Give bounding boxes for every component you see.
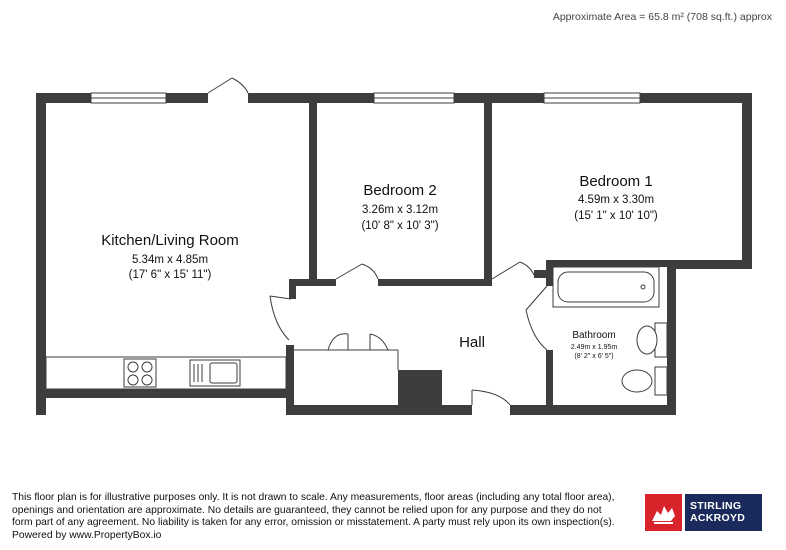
brand-line1: STIRLING xyxy=(690,500,742,512)
disclaimer-line: This floor plan is for illustrative purposes only. It is not drawn to scale. Any measurements, floor areas (including any total floor area), xyxy=(12,492,615,503)
door-bedroom1-swing xyxy=(520,262,534,275)
kitchen-fittings xyxy=(46,357,286,389)
door-balcony-swing xyxy=(232,78,248,93)
wall-bedroom2-right xyxy=(484,93,492,279)
basin xyxy=(637,326,657,354)
approximate-area-label: Approximate Area = 65.8 m² (708 sq.ft.) approx xyxy=(552,11,772,23)
wall-hall-right-stub xyxy=(534,270,548,278)
wall-bottom-hall-2 xyxy=(510,405,676,415)
stirling-ackroyd-logo xyxy=(645,494,762,531)
bedroom1-name: Bedroom 1 xyxy=(579,173,653,190)
toilet-bowl xyxy=(622,370,652,392)
kitchen-imperial: (17' 6" x 15' 11") xyxy=(128,269,212,281)
bedroom2-imperial: (10' 8" x 10' 3") xyxy=(361,220,439,232)
kitchen-metric: 5.34m x 4.85m xyxy=(131,254,209,266)
bedroom1-metric: 4.59m x 3.30m xyxy=(577,194,655,206)
door-kitchen-swing xyxy=(270,296,289,340)
disclaimer-line: form part of any agreement. No liability is taken for any error, omission or misstatement. A party must rely upon its own inspection(s). xyxy=(12,517,615,529)
bathroom-metric: 2.49m x 1.95m xyxy=(570,344,618,351)
wall-bathroom-top xyxy=(546,260,674,267)
wall-right-bedroom1 xyxy=(742,93,752,269)
wall-top-4 xyxy=(454,93,544,103)
wall-bottom-hall-1 xyxy=(286,405,472,415)
wall-right-bathroom xyxy=(667,260,676,415)
doors xyxy=(208,78,547,405)
kitchen-name: Kitchen/Living Room xyxy=(101,232,239,249)
wall-top-5 xyxy=(640,93,752,103)
wall-step xyxy=(667,260,752,269)
kitchen-worktop xyxy=(46,357,286,389)
bedroom2-name: Bedroom 2 xyxy=(363,182,437,199)
door-bathroom-swing xyxy=(526,310,547,350)
bath-inner xyxy=(558,272,654,302)
cupboard-door-right xyxy=(370,334,388,350)
hall-name: Hall xyxy=(459,334,485,351)
wall-hall-corner xyxy=(289,279,296,299)
bedroom2-metric: 3.26m x 3.12m xyxy=(361,204,439,216)
wall-bedroom2-left xyxy=(309,93,317,279)
disclaimer-text xyxy=(12,492,637,542)
door-bedroom2-leaf xyxy=(336,264,362,279)
wall-kitchen-hall-lower xyxy=(286,345,294,415)
wall-top-1 xyxy=(36,93,91,103)
brand-line2: ACKROYD xyxy=(690,512,746,524)
wall-hall-top-2 xyxy=(378,279,492,286)
toilet-cistern xyxy=(655,367,667,395)
door-bedroom1-leaf xyxy=(492,262,520,279)
bathroom-imperial: (8' 2" x 6' 5") xyxy=(574,353,614,360)
dragon-icon xyxy=(645,494,682,531)
wall-left xyxy=(36,93,46,415)
door-entrance-swing xyxy=(472,390,510,405)
bath-tap xyxy=(641,285,645,289)
door-balcony-leaf xyxy=(208,78,232,93)
stair-block xyxy=(398,370,442,410)
powered-by-link[interactable]: Powered by www.PropertyBox.io xyxy=(12,529,162,541)
door-bedroom2-swing xyxy=(362,264,378,279)
bedroom1-imperial: (15' 1" x 10' 10") xyxy=(574,210,658,222)
wall-hall-top-1 xyxy=(289,279,336,286)
wall-top-2 xyxy=(166,93,208,103)
disclaimer-line: openings and orientation are approximate. No details are guaranteed, they cannot be relied upon for any purpose and they do not xyxy=(12,504,602,516)
dragon-logo-icon xyxy=(645,494,682,531)
wall-bottom-kitchen xyxy=(36,389,294,398)
door-kitchen-leaf xyxy=(270,296,291,299)
bathroom-name: Bathroom xyxy=(572,330,616,341)
wall-bathroom-left-lower xyxy=(546,350,553,410)
brand-name xyxy=(685,494,762,531)
cupboard-door-left xyxy=(328,334,348,350)
door-bathroom-leaf xyxy=(526,286,547,310)
